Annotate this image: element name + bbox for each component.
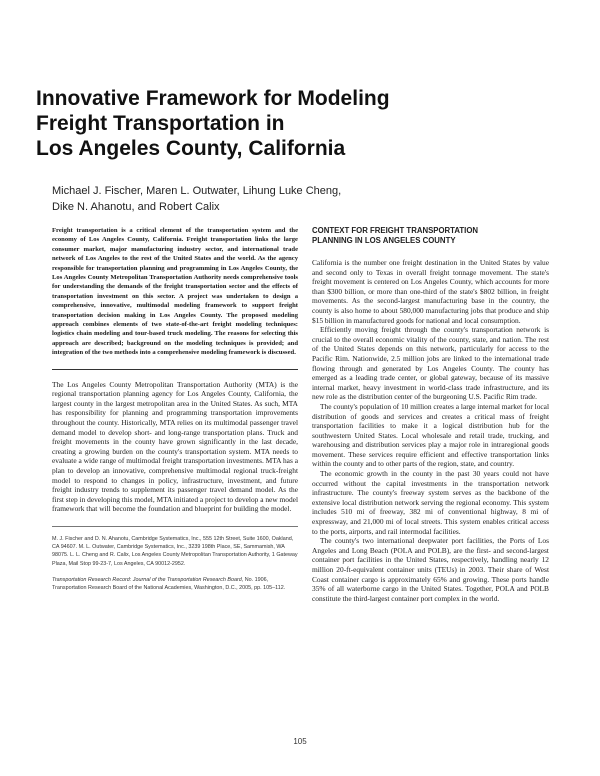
title-line: Innovative Framework for Modeling (36, 87, 390, 110)
authors-line: Dike N. Ahanotu, and Robert Calix (52, 201, 220, 213)
section-heading (312, 226, 549, 246)
title-line: Los Angeles County, California (36, 137, 346, 160)
affiliation-note: M. J. Fischer and D. N. Ahanotu, Cambridge Systematics, Inc., 555 12th Street, Suite 1600, Oakland, CA 94607. M. L. Outwater, Cambridge Systematics, Inc., 3239 198th Place, SE, Sammamish, WA 98075. L. L. Cheng and R. Calix, Los Angeles County Metropolitan Transportation Authority, 1 Gateway Plaza, Mail Stop 99-23-7, Los Angeles, CA 90012-2952. (52, 536, 298, 567)
right-column (312, 226, 549, 603)
article-title (36, 86, 556, 161)
section-heading-line: CONTEXT FOR FREIGHT TRANSPORTATION (312, 226, 479, 235)
body-paragraph: The economic growth in the county in the past 30 years could not have occurred without the capital investments in the transportation network infrastructure. The county's freeway system serves as the backbone of the extensive local distribution network serving the regional economy. This system includes 510 mi of freeway, 382 mi of conventional highway, 8 mi of expressway, and 21,000 mi of local streets. This system enables critical access to the ports, airports, and rail intermodal facilities. (312, 469, 549, 536)
page-number: 105 (293, 737, 307, 746)
left-column (52, 226, 298, 592)
body-paragraph: The county's two international deepwater port facilities, the Ports of Los Angeles and Long Beach (POLA and POLB), are the first- and second-largest container port facilities in the United States, respectively, handling nearly 12 million 20-ft-equivalent container units (TEUs) in 2003. Their share of West Coast container cargo is approximately 65% and growing. These ports handle 35% of all waterborne cargo in the United States. Together, POLA and POLB constitute the third-largest container port complex in the world. (312, 536, 549, 603)
body-paragraph: The county's population of 10 million creates a large internal market for local distribution of goods and services and creates a critical mass of freight transportation facilities to make it a logical distribution hub for the southwestern United States. Local wholesale and retail trade, trucking, and warehousing and distribution services play a major role in intraregional goods movement. These services require efficient and effective transportation links within the county and to other parts of the region, state, and country. (312, 401, 549, 469)
footnote-divider (52, 526, 298, 527)
journal-details: No. 1906, Transportation Research Board of the National Academies, Washington, D.C., 2005, pp. 105–112. (52, 576, 286, 592)
journal-citation (52, 576, 298, 592)
journal-title: Transportation Research Record: Journal of the Transportation Research Board, (52, 576, 244, 583)
abstract: Freight transportation is a critical element of the transportation system and the economy of Los Angeles County, California. Freight transportation links the large consumer market, major manufacturing industry sector, and international trade network of Los Angeles to the rest of the United States and the world. As the agency responsible for transportation planning and programming in Los Angeles County, the Los Angeles County Metropolitan Transportation Authority needs comprehensive tools for understanding the demands of the freight transportation sector and the effects of transportation investment on this sector. A project was undertaken to design a comprehensive, innovative, multimodal modeling framework to support freight transportation decision making in Los Angeles County. The proposed modeling approach combines elements of two state-of-the-art freight modeling techniques: logistics chain modeling and tour-based truck modeling. The reasons for selecting this approach are described; background on the modeling techniques is provided; and integration of the two methods into a comprehensive modeling framework is discussed. (52, 227, 298, 357)
intro-paragraph: The Los Angeles County Metropolitan Transportation Authority (MTA) is the regional transportation planning agency for Los Angeles County, California, the largest county in the largest metropolitan area in the United States. As such, MTA has responsibility for planning and programming transportation improvements throughout the county. Historically, MTA relies on its multimodal passenger travel demand model to develop short- and long-range transportation plans. Truck and freight movements in the county have grown significantly in the last decade, creating a growing burden on the county's transportation system. MTA needs to evaluate a wide range of multimodal freight transportation investments. MTA has a plan to develop an innovative, comprehensive multimodal regional truck-freight model to respond to changes in policy, infrastructure, investment, and future freight industry trends to supplement its passenger travel demand model. As the first step in developing this model, MTA initiated a project to develop a new model framework that will become the foundation and blueprint for building the model. (52, 379, 298, 514)
abstract-divider (52, 369, 298, 370)
body-paragraph: California is the number one freight destination in the United States by value and second only to Texas in overall freight tonnage movement. The state's freight movement is centered on Los Angeles County, which accounts for more than $300 billion, or more than one-third of the state's $802 billion, in freight movements. As the second-largest manufacturing base in the country, the county is also home to about 580,000 manufacturing jobs that produce and ship $15 billion in manufactured goods for national and local consumption. (312, 258, 549, 325)
section-heading-line: PLANNING IN LOS ANGELES COUNTY (312, 236, 456, 245)
author-list (52, 183, 522, 215)
authors-line: Michael J. Fischer, Maren L. Outwater, Lihung Luke Cheng, (52, 185, 342, 197)
body-paragraph: Efficiently moving freight through the county's transportation network is crucial to the overall economic vitality of the county, state, and nation. The rest of the United States depends on this network, particularly for access to the Pacific Rim. Nationwide, 2.5 million jobs are linked to the international trade flowing through and generated by Los Angeles County. The county has emerged as a leading trade center, or global gateway, because of its massive internal market, heavy investment in world-class trade infrastructure, and its new role as the distribution center of the burgeoning U.S. Pacific Rim trade. (312, 325, 549, 402)
title-line: Freight Transportation in (36, 112, 285, 135)
